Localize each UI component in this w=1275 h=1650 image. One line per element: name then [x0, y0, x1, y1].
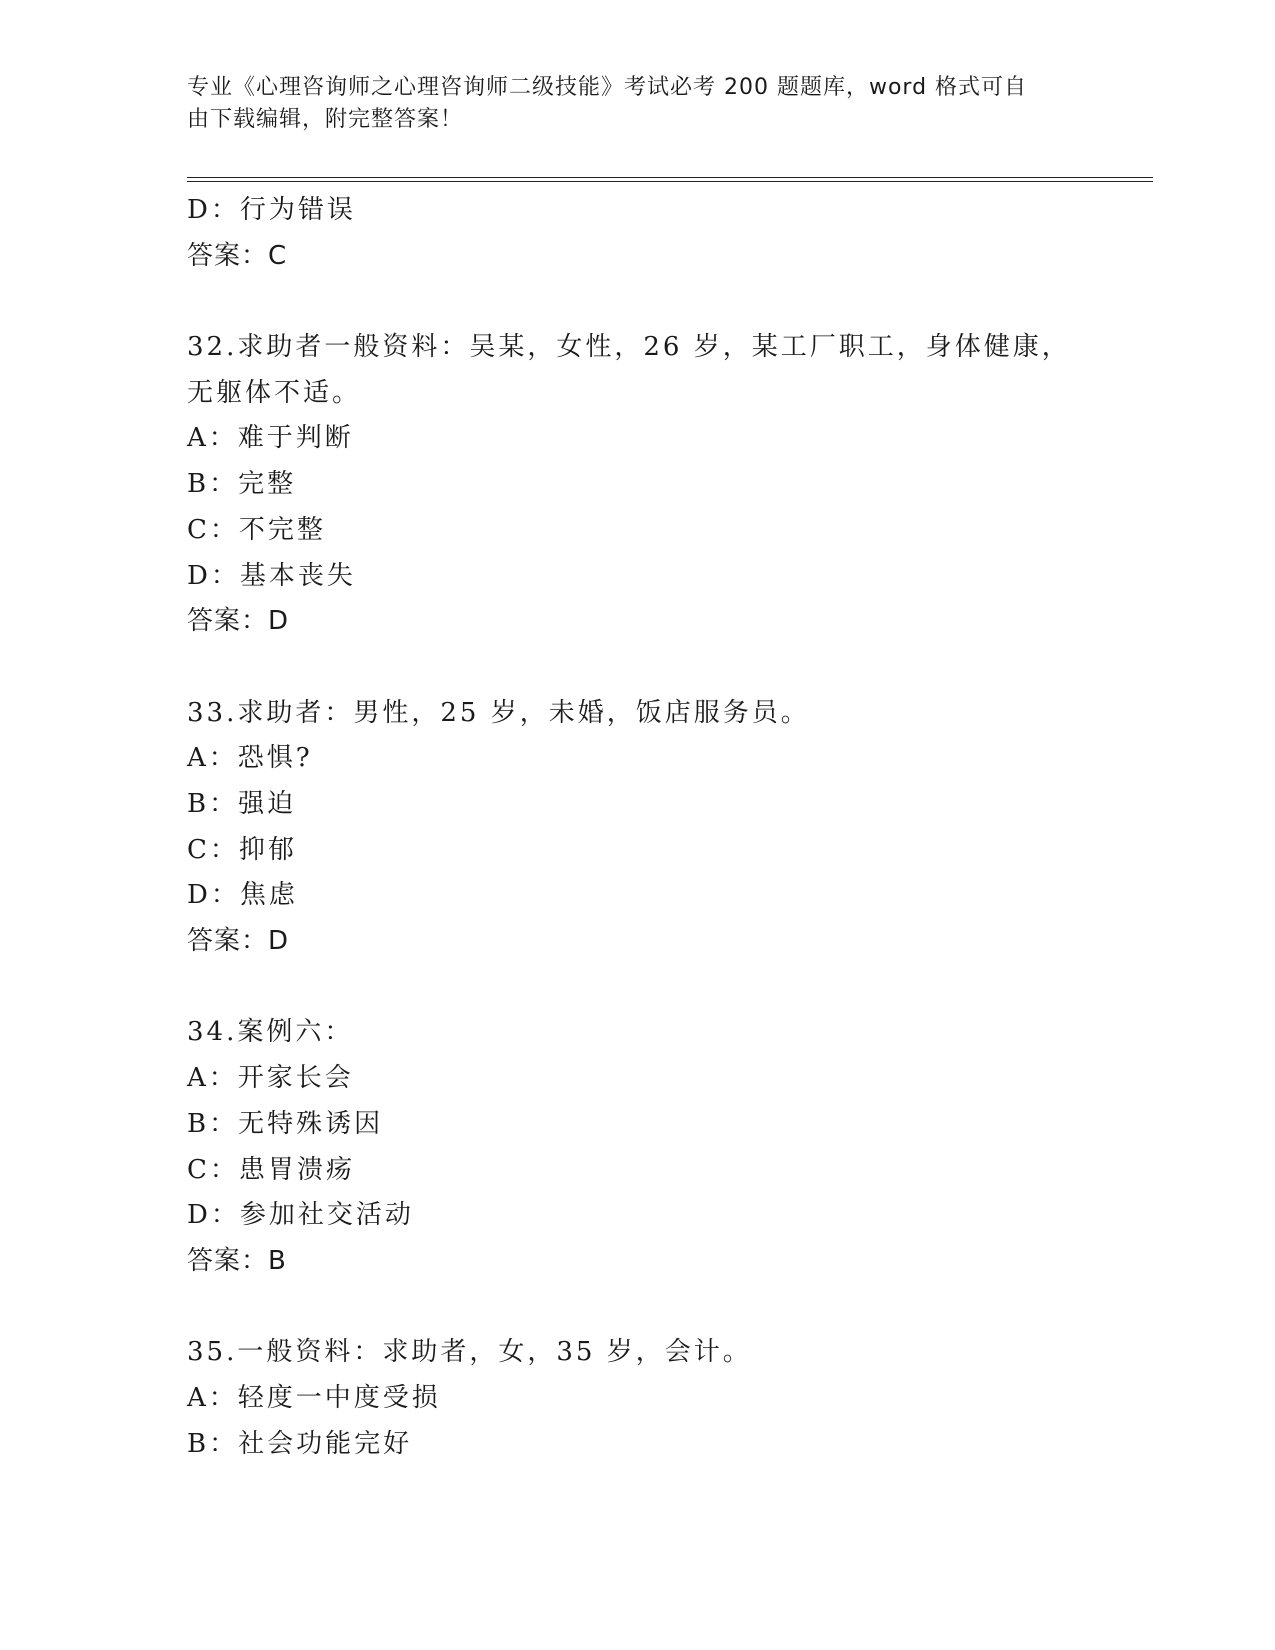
question-32 — [187, 325, 1107, 645]
document-header — [187, 72, 1067, 136]
option-b: B：社会功能完好 — [187, 1428, 413, 1459]
option-a: A：开家长会 — [187, 1063, 354, 1094]
answer: 答案：D — [187, 926, 290, 957]
spacer — [187, 1285, 1107, 1331]
option-a: A：难于判断 — [187, 423, 354, 454]
option-c: C：患胃溃疡 — [187, 1154, 355, 1185]
option-c: C：不完整 — [187, 514, 326, 545]
spacer — [187, 645, 1107, 691]
option-b: B：无特殊诱因 — [187, 1108, 384, 1139]
option-d: D：焦虑 — [187, 880, 298, 911]
question-stem: 33.求助者：男性，25 岁，未婚，饭店服务员。 — [187, 697, 810, 728]
option-a: A：恐惧? — [187, 743, 313, 774]
header-line-2: 由下载编辑，附完整答案！ — [187, 107, 464, 132]
option-d: D：基本丧失 — [187, 560, 356, 591]
option-d-carryover: D：行为错误 — [187, 195, 356, 225]
option-b: B：完整 — [187, 469, 297, 500]
header-line-1: 专业《心理咨询师之心理咨询师二级技能》考试必考 200 题题库，word 格式可自 — [187, 75, 1028, 100]
question-33 — [187, 691, 1107, 965]
option-b: B：强迫 — [187, 788, 297, 819]
question-stem: 32.求助者一般资料：吴某，女性，26 岁，某工厂职工，身体健康，无躯体不适。 — [187, 332, 1071, 408]
option-d: D：参加社交活动 — [187, 1200, 414, 1231]
header-divider-bottom — [187, 181, 1153, 182]
answer: 答案：B — [187, 1245, 287, 1276]
question-34 — [187, 1010, 1107, 1284]
document-body — [187, 188, 1107, 1467]
spacer — [187, 279, 1107, 325]
answer-carryover: 答案：C — [187, 240, 288, 271]
header-divider-top — [187, 177, 1153, 178]
question-stem: 35.一般资料：求助者，女，35 岁，会计。 — [187, 1337, 752, 1368]
answer: 答案：D — [187, 606, 290, 637]
question-stem: 34.案例六： — [187, 1017, 354, 1048]
spacer — [187, 965, 1107, 1011]
question-35 — [187, 1330, 1107, 1467]
option-a: A：轻度一中度受损 — [187, 1382, 441, 1413]
option-c: C：抑郁 — [187, 834, 297, 865]
